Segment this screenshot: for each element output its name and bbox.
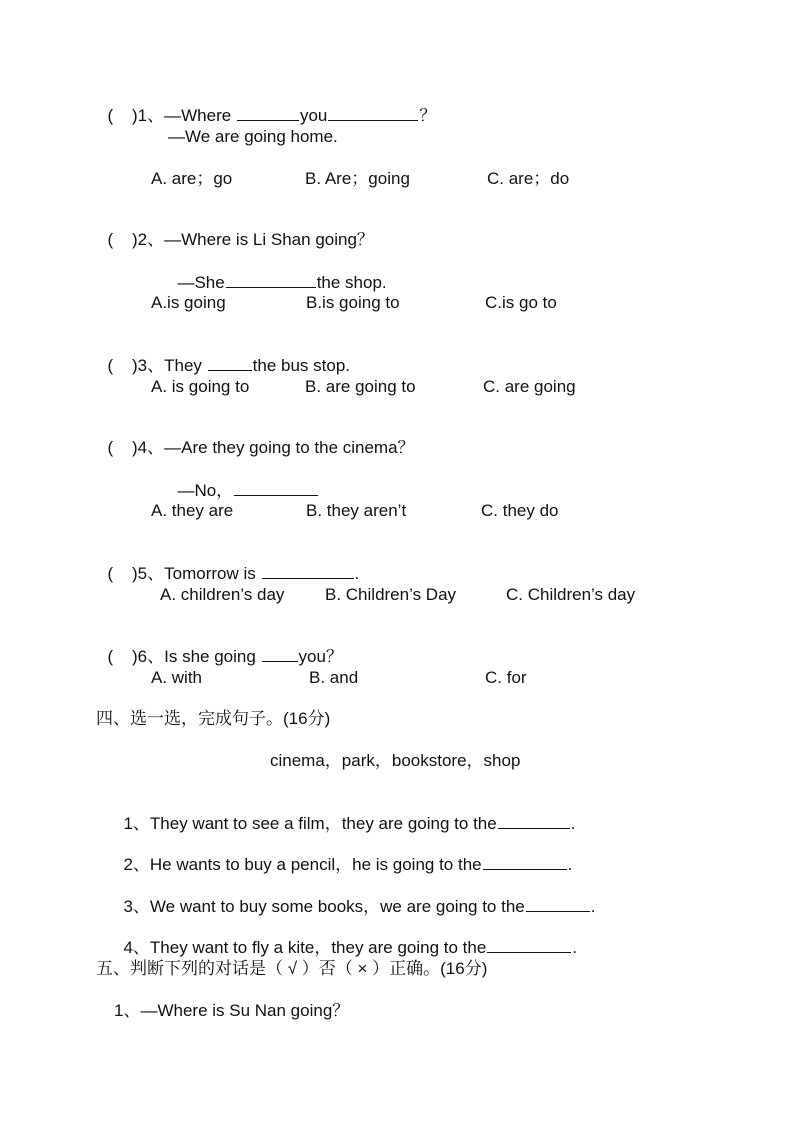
fill-item-end: . xyxy=(590,897,596,916)
reply-text: the shop. xyxy=(316,273,387,292)
option-b[interactable]: B. Are；going xyxy=(305,169,410,188)
fill-item-end: . xyxy=(570,814,576,833)
question-4 xyxy=(98,418,415,458)
option-a[interactable]: A.is going xyxy=(151,293,226,312)
fill-item-text: 1、They want to see a film，they are going to the xyxy=(123,814,497,833)
fill-item-end: . xyxy=(572,938,578,957)
blank[interactable] xyxy=(483,854,567,870)
question-text: you？ xyxy=(298,647,343,666)
option-c[interactable]: C.is go to xyxy=(485,293,557,312)
section-5-heading: 五、判断下列的对话是（ √ ）否（ × ）正确。(16分) xyxy=(96,959,488,978)
option-a[interactable]: A. with xyxy=(151,668,203,687)
answer-paren[interactable]: ( ) xyxy=(107,356,138,375)
option-c[interactable]: C. Children’s day xyxy=(506,585,636,604)
question-2 xyxy=(98,210,374,250)
question-number: 5、 xyxy=(137,564,165,583)
option-c[interactable]: C. for xyxy=(485,668,527,687)
option-a[interactable]: A. they are xyxy=(151,501,234,520)
question-text: ？ xyxy=(419,106,437,125)
fill-item-text: 3、We want to buy some books，we are going to the xyxy=(123,897,525,916)
question-6 xyxy=(98,626,343,667)
question-number: 1、 xyxy=(137,106,165,125)
blank[interactable] xyxy=(226,272,316,288)
question-number: 6、 xyxy=(137,647,165,666)
question-text: Tomorrow is xyxy=(164,564,261,583)
question-text: —Are they going to the cinema？ xyxy=(164,438,415,457)
fill-item xyxy=(114,917,577,958)
section-5-item-1: 1、—Where is Su Nan going？ xyxy=(114,1001,350,1020)
blank[interactable] xyxy=(237,105,299,121)
option-a[interactable]: A. are；go xyxy=(151,169,233,188)
question-number: 2、 xyxy=(137,230,165,249)
answer-paren[interactable]: ( ) xyxy=(107,230,138,249)
option-a[interactable]: A. is going to xyxy=(151,377,250,396)
question-text: the bus stop. xyxy=(252,356,351,375)
blank[interactable] xyxy=(328,105,418,121)
question-5 xyxy=(98,543,359,584)
question-1 xyxy=(98,85,436,126)
fill-item-text: 2、He wants to buy a pencil，he is going to the xyxy=(123,855,482,874)
question-number: 3、 xyxy=(137,356,165,375)
fill-item-end: . xyxy=(567,855,573,874)
option-b[interactable]: B. are going to xyxy=(305,377,416,396)
option-b[interactable]: B.is going to xyxy=(306,293,400,312)
option-c[interactable]: C. they do xyxy=(481,501,559,520)
blank[interactable] xyxy=(487,937,571,953)
blank[interactable] xyxy=(234,480,318,496)
question-reply: —We are going home. xyxy=(168,127,338,146)
option-a[interactable]: A. children’s day xyxy=(160,585,285,604)
answer-paren[interactable]: ( ) xyxy=(107,106,138,125)
blank[interactable] xyxy=(526,896,590,912)
option-b[interactable]: B. they aren’t xyxy=(306,501,407,520)
question-text: They xyxy=(164,356,207,375)
fill-item xyxy=(114,793,575,834)
question-number: 4、 xyxy=(137,438,165,457)
question-3 xyxy=(98,335,350,376)
option-b[interactable]: B. and xyxy=(309,668,359,687)
fill-item xyxy=(114,834,572,875)
question-text: —Where is Li Shan going？ xyxy=(164,230,374,249)
fill-item-text: 4、They want to fly a kite，they are going to the xyxy=(123,938,487,957)
blank[interactable] xyxy=(498,813,570,829)
question-text: —Where xyxy=(164,106,236,125)
question-reply xyxy=(168,460,319,501)
section-4-heading: 四、选一选，完成句子。(16分) xyxy=(96,709,331,728)
reply-text: —She xyxy=(177,273,225,292)
answer-paren[interactable]: ( ) xyxy=(107,438,138,457)
option-b[interactable]: B. Children’s Day xyxy=(325,585,457,604)
answer-paren[interactable]: ( ) xyxy=(107,564,138,583)
fill-item xyxy=(114,876,595,917)
blank[interactable] xyxy=(208,355,252,371)
answer-paren[interactable]: ( ) xyxy=(107,647,138,666)
option-c[interactable]: C. are going xyxy=(483,377,576,396)
blank[interactable] xyxy=(262,646,298,662)
option-c[interactable]: C. are；do xyxy=(487,169,570,188)
blank[interactable] xyxy=(262,563,354,579)
question-reply xyxy=(168,252,387,293)
question-text: Is she going xyxy=(164,647,261,666)
question-text: . xyxy=(354,564,360,583)
question-text: you xyxy=(299,106,328,125)
word-bank: cinema，park，bookstore，shop xyxy=(270,751,521,770)
reply-text: —No， xyxy=(177,481,234,500)
